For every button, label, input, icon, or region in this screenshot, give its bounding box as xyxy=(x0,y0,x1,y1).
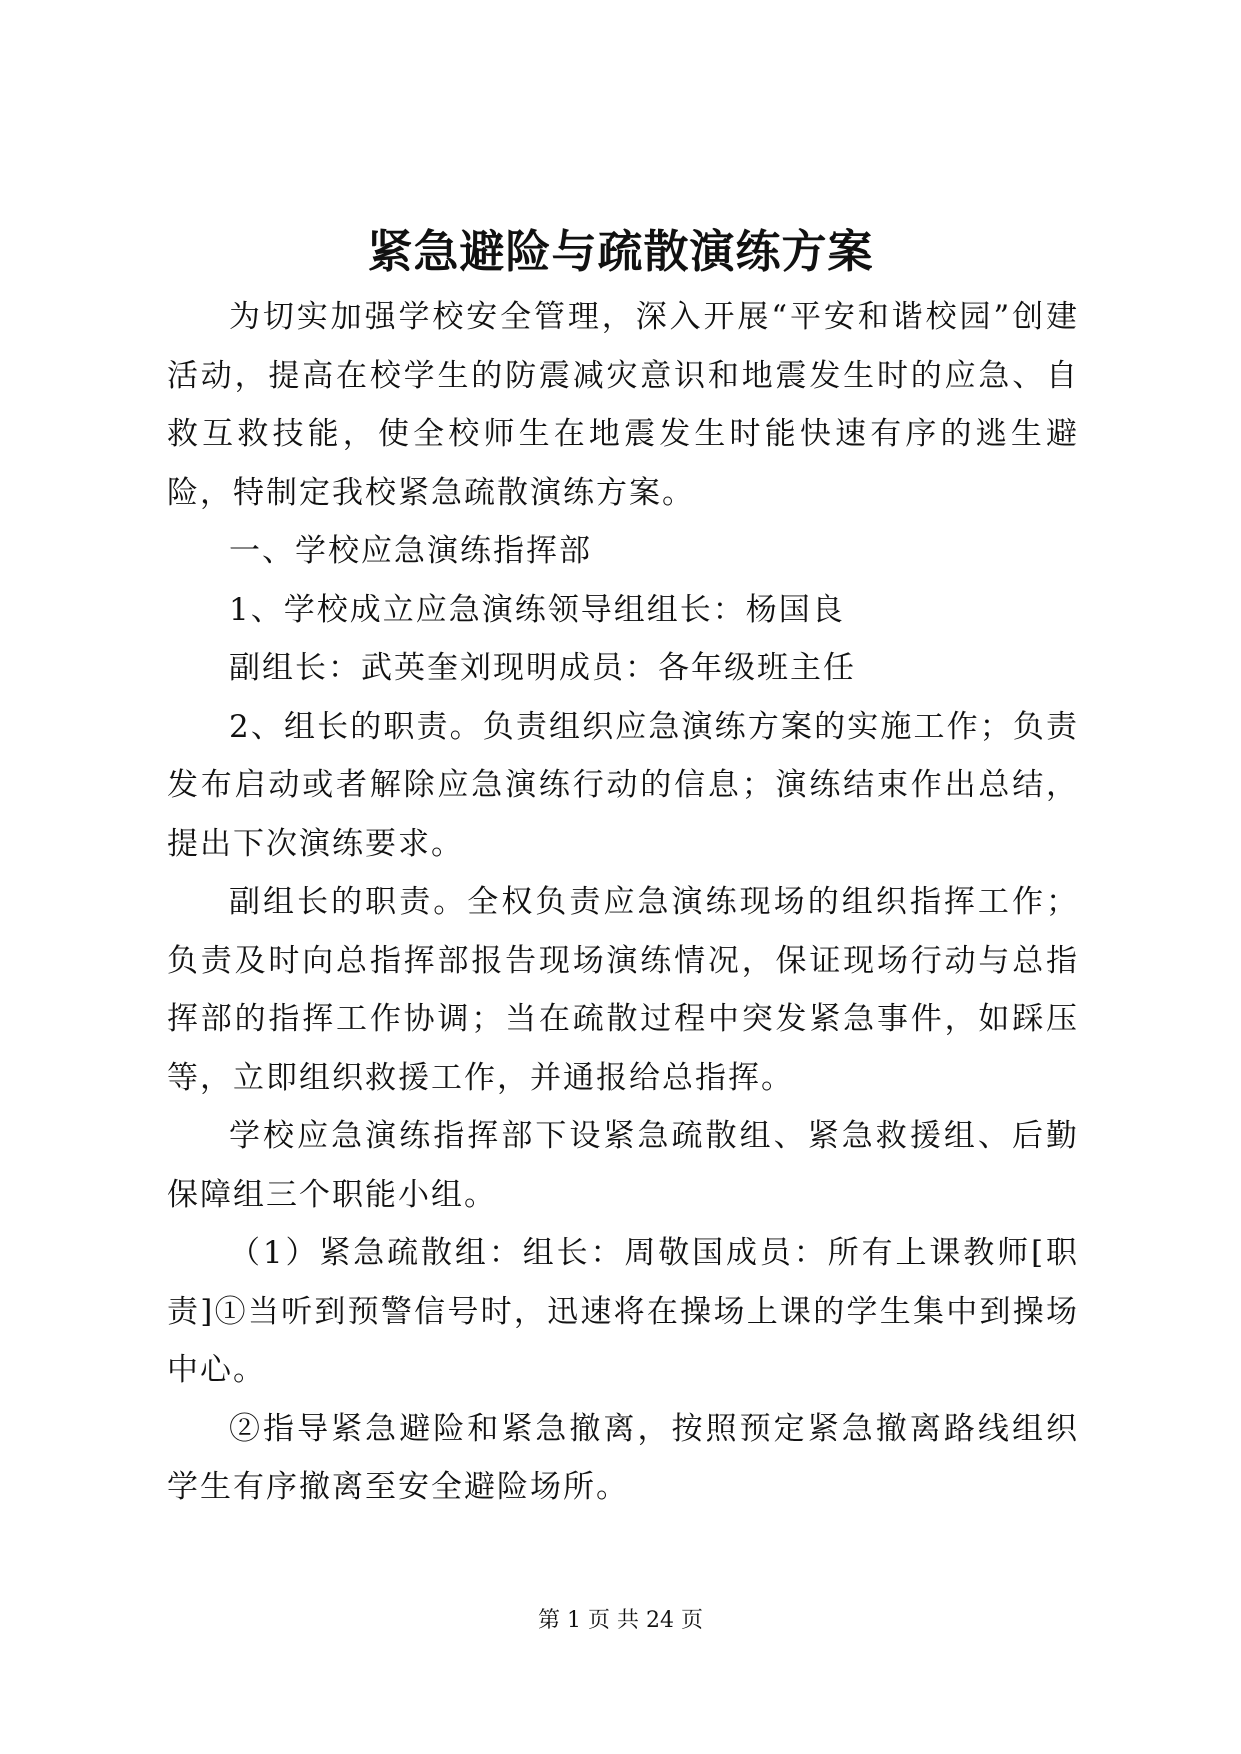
document-body xyxy=(167,288,1079,1517)
paragraph-intro: 为切实加强学校安全管理，深入开展“平安和谐校园”创建活动，提高在校学生的防震减灾意识和地震发生时的应急、自救互救技能，使全校师生在地震发生时能快速有序的逃生避险，特制定我校紧急疏散演练方案。 xyxy=(167,299,1079,511)
section-heading-command: 一、学校应急演练指挥部 xyxy=(229,533,592,569)
paragraph-evacuation-guidance: ②指导紧急避险和紧急撤离，按照预定紧急撤离路线组织学生有序撤离至安全避险场所。 xyxy=(167,1410,1079,1505)
paragraph-leader: 1、学校成立应急演练领导组组长：杨国良 xyxy=(229,591,845,628)
paragraph-deputy-duties: 副组长的职责。全权负责应急演练现场的组织指挥工作；负责及时向总指挥部报告现场演练情况，保证现场行动与总指挥部的指挥工作协调；当在疏散过程中突发紧急事件，如踩压等，立即组织救援工作，并通报给总指挥。 xyxy=(167,884,1079,1096)
paragraph-deputy-members: 副组长：武英奎刘现明成员：各年级班主任 xyxy=(229,650,856,686)
paragraph-leader-duties: 2、组长的职责。负责组织应急演练方案的实施工作；负责发布启动或者解除应急演练行动的信息；演练结束作出总结，提出下次演练要求。 xyxy=(167,708,1079,862)
page-footer: 第 1 页 共 24 页 xyxy=(538,1608,703,1633)
paragraph-evacuation-group: （1）紧急疏散组：组长：周敬国成员：所有上课教师[职责]①当听到预警信号时，迅速将在操场上课的学生集中到操场中心。 xyxy=(167,1235,1079,1388)
paragraph-groups: 学校应急演练指挥部下设紧急疏散组、紧急救援组、后勤保障组三个职能小组。 xyxy=(167,1118,1079,1213)
document-title: 紧急避险与疏散演练方案 xyxy=(367,225,874,278)
